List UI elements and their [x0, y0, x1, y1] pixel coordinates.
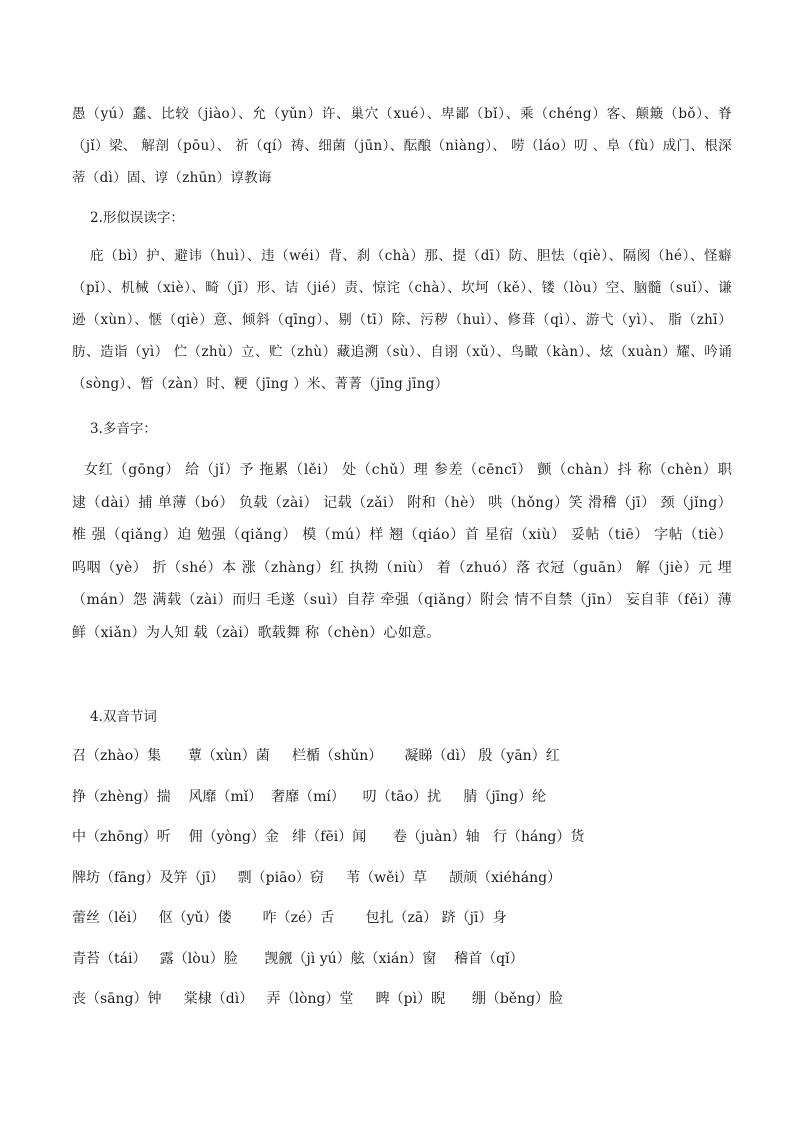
list-item: 青苔（tái） 露（lòu）脸 觊觎（jì yú）舷（xián）窗 稽首（qǐ） — [72, 950, 524, 967]
list-item: 召（zhào）集 蕈（xùn）菌 栏楯（shǔn） 凝睇（dì） 殷（yān）红 — [72, 748, 560, 764]
paragraph-similar-form-chars: 庇（bì）护、避讳（huì）、违（wéi）背、刹（chà）那、提（dī）防、胆怯（qiè）、隔阂（hé）、怪癖（pǐ）、机械（xiè）、畸（jī）形、诘（jié）责、惊诧（chà）、坎坷（kě）、镂（lòu）空、脑髓（suǐ）、谦逊（xùn）、惬（qiè）意、倾斜（qīng）、剔（tī）除、污秽（huì）、修葺（qì）、游弋（yì）、 脂（zhī）肪、造诣（yì） 伫（zhù）立、贮（zhù）藏追溯（sù）、自诩（xǔ）、鸟瞰（kàn）、炫（xuàn）耀、吟诵（sòng）、暂（zàn）时、粳（jīng ）米、菁菁（jīng jīng） — [72, 248, 732, 392]
paragraph-polyphonic-chars: 女红（gōng） 给（jǐ）予 拖累（lěi） 处（chǔ）理 参差（cēncī） 颤（chàn）抖 称（chèn）职 逮（dài）捕 单薄（bó） 负载（zài） 记载（zǎi） 附和（hè） 哄（hǒng）笑 滑稽（jī） 颈（jǐng）椎 强（qiǎng）迫 勉强（qiǎng） 模（mú）样 翘（qiáo）首 星宿（xiù） 妥帖（tiē） 字帖（tiè） 呜咽（yè） 折（shé）本 涨（zhàng）红 执拗（niù） 着（zhuó）落 衣冠（guān） 解（jiè）元 埋（mán）怨 满载（zài）而归 毛遂（suì）自荐 牵强（qiǎng）附会 情不自禁（jīn） 妄自菲（fěi）薄 鲜（xiǎn）为人知 载（zài）歌载舞 称（chèn）心如意。 — [72, 462, 732, 641]
list-item: 蕾丝（lěi） 伛（yǔ）偻 咋（zé）舌 包扎（zā） 跻（jī）身 — [72, 910, 507, 926]
list-item: 丧（sāng）钟 棠棣（dì） 弄（lòng）堂 睥（pì）睨 绷（běng）脸 — [72, 991, 564, 1007]
heading-similar-form-chars: 2.形似误读字： — [90, 210, 184, 226]
list-item: 中（zhōng）听 佣（yòng）金 绯（fēi）闻 卷（juàn）轴 行（háng）货 — [72, 829, 585, 845]
list-item: 牌坊（fāng）及笄（jī） 剽（piāo）窃 苇（wěi）草 颉颃（xiéháng） — [72, 869, 562, 886]
paragraph-common-words: 愚（yú）蠢、比较（jiào）、允（yǔn）许、巢穴（xué）、卑鄙（bǐ）、乘（chéng）客、颠簸（bǒ）、脊（jǐ）梁、 解剖（pōu）、 祈（qí）祷、细菌（jūn）、酝酿（niàng）、 唠（láo）叨 、阜（fù）成门、根深蒂（dì）固、谆（zhūn）谆教诲 — [72, 106, 732, 186]
list-item: 挣（zhèng）揣 风靡（mǐ） 奢靡（mí） 叨（tāo）扰 腈（jīng）纶 — [72, 788, 547, 805]
heading-polyphonic-chars: 3.多音字： — [90, 421, 157, 437]
heading-disyllabic-words: 4.双音节词 — [90, 709, 157, 725]
disyllabic-word-list — [72, 742, 732, 1026]
